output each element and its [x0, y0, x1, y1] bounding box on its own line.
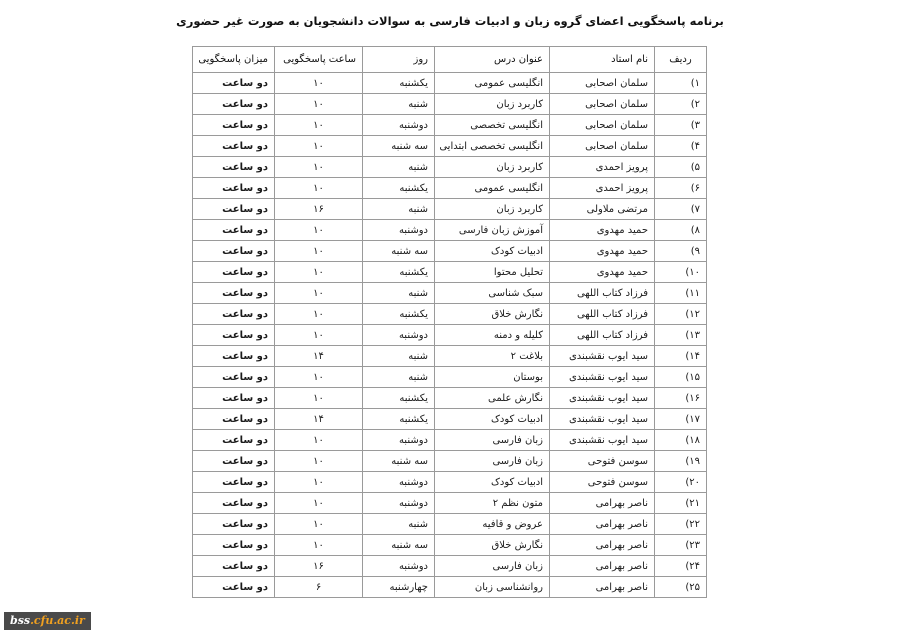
cell-saat: ۱۰ — [275, 73, 363, 94]
cell-radif: ۵) — [655, 157, 707, 178]
cell-rooz: شنبه — [363, 367, 435, 388]
cell-dars: ادبیات کودک — [435, 241, 550, 262]
cell-rooz: چهارشنبه — [363, 577, 435, 598]
cell-ostad: حمید مهدوی — [550, 241, 655, 262]
cell-ostad: حمید مهدوی — [550, 220, 655, 241]
table-row — [193, 199, 707, 220]
cell-dars: نگارش خلاق — [435, 535, 550, 556]
cell-rooz: شنبه — [363, 199, 435, 220]
cell-saat: ۱۰ — [275, 136, 363, 157]
table-row — [193, 241, 707, 262]
cell-saat: ۱۰ — [275, 220, 363, 241]
cell-radif: ۱۱) — [655, 283, 707, 304]
cell-saat: ۱۰ — [275, 514, 363, 535]
cell-ostad: سید ایوب نقشبندی — [550, 409, 655, 430]
cell-rooz: دوشنبه — [363, 115, 435, 136]
cell-radif: ۹) — [655, 241, 707, 262]
cell-ostad: ناصر بهرامی — [550, 514, 655, 535]
cell-radif: ۱۳) — [655, 325, 707, 346]
watermark-suffix: .cfu.ac.ir — [30, 614, 85, 627]
cell-ostad: سید ایوب نقشبندی — [550, 346, 655, 367]
cell-saat: ۶ — [275, 577, 363, 598]
cell-mizan: دو ساعت — [193, 514, 275, 535]
cell-rooz: سه شنبه — [363, 136, 435, 157]
cell-rooz: دوشنبه — [363, 493, 435, 514]
watermark-prefix: bss — [10, 614, 31, 627]
cell-dars: ادبیات کودک — [435, 472, 550, 493]
cell-saat: ۱۰ — [275, 535, 363, 556]
table-header — [193, 47, 707, 73]
cell-saat: ۱۰ — [275, 304, 363, 325]
cell-ostad: ناصر بهرامی — [550, 577, 655, 598]
cell-dars: انگلیسی عمومی — [435, 178, 550, 199]
cell-mizan: دو ساعت — [193, 241, 275, 262]
cell-rooz: یکشنبه — [363, 388, 435, 409]
cell-radif: ۱۹) — [655, 451, 707, 472]
cell-rooz: سه شنبه — [363, 451, 435, 472]
cell-radif: ۲۰) — [655, 472, 707, 493]
cell-dars: عروض و قافیه — [435, 514, 550, 535]
cell-rooz: شنبه — [363, 157, 435, 178]
table-row — [193, 157, 707, 178]
cell-mizan: دو ساعت — [193, 556, 275, 577]
table-row — [193, 115, 707, 136]
cell-ostad: سید ایوب نقشبندی — [550, 367, 655, 388]
cell-rooz: دوشنبه — [363, 220, 435, 241]
table-row — [193, 577, 707, 598]
cell-mizan: دو ساعت — [193, 367, 275, 388]
cell-radif: ۲۴) — [655, 556, 707, 577]
cell-saat: ۱۰ — [275, 388, 363, 409]
table-row — [193, 325, 707, 346]
cell-radif: ۲) — [655, 94, 707, 115]
cell-radif: ۶) — [655, 178, 707, 199]
cell-ostad: ناصر بهرامی — [550, 535, 655, 556]
cell-radif: ۱۷) — [655, 409, 707, 430]
cell-radif: ۲۵) — [655, 577, 707, 598]
cell-dars: انگلیسی عمومی — [435, 73, 550, 94]
cell-saat: ۱۰ — [275, 262, 363, 283]
cell-ostad: فرزاد کتاب اللهی — [550, 304, 655, 325]
cell-dars: روانشناسی زبان — [435, 577, 550, 598]
table-row — [193, 493, 707, 514]
column-header-day: روز — [363, 47, 435, 73]
table-row — [193, 367, 707, 388]
cell-dars: کلیله و دمنه — [435, 325, 550, 346]
cell-mizan: دو ساعت — [193, 535, 275, 556]
cell-dars: انگلیسی تخصصی ابتدایی — [435, 136, 550, 157]
cell-rooz: یکشنبه — [363, 178, 435, 199]
table-row — [193, 514, 707, 535]
table-row — [193, 178, 707, 199]
cell-rooz: شنبه — [363, 346, 435, 367]
cell-rooz: دوشنبه — [363, 325, 435, 346]
cell-saat: ۱۰ — [275, 430, 363, 451]
schedule-table — [192, 46, 707, 598]
cell-saat: ۱۰ — [275, 157, 363, 178]
cell-saat: ۱۰ — [275, 283, 363, 304]
cell-radif: ۷) — [655, 199, 707, 220]
cell-dars: نگارش علمی — [435, 388, 550, 409]
cell-saat: ۱۰ — [275, 241, 363, 262]
cell-saat: ۱۰ — [275, 325, 363, 346]
cell-dars: کاربرد زبان — [435, 199, 550, 220]
column-header-response-hour: ساعت پاسخگویی — [275, 47, 363, 73]
cell-radif: ۱۴) — [655, 346, 707, 367]
cell-saat: ۱۴ — [275, 346, 363, 367]
cell-radif: ۸) — [655, 220, 707, 241]
cell-dars: سبک شناسی — [435, 283, 550, 304]
cell-mizan: دو ساعت — [193, 325, 275, 346]
cell-mizan: دو ساعت — [193, 430, 275, 451]
cell-ostad: سلمان اصحابی — [550, 73, 655, 94]
cell-mizan: دو ساعت — [193, 262, 275, 283]
table-header-row — [193, 47, 707, 73]
cell-radif: ۱۲) — [655, 304, 707, 325]
cell-dars: کاربرد زبان — [435, 94, 550, 115]
cell-mizan: دو ساعت — [193, 220, 275, 241]
cell-radif: ۱۵) — [655, 367, 707, 388]
cell-ostad: سلمان اصحابی — [550, 136, 655, 157]
cell-mizan: دو ساعت — [193, 493, 275, 514]
cell-ostad: سلمان اصحابی — [550, 115, 655, 136]
cell-dars: زبان فارسی — [435, 451, 550, 472]
cell-dars: ادبیات کودک — [435, 409, 550, 430]
cell-rooz: سه شنبه — [363, 535, 435, 556]
cell-mizan: دو ساعت — [193, 283, 275, 304]
column-header-professor-name: نام استاد — [550, 47, 655, 73]
cell-saat: ۱۰ — [275, 115, 363, 136]
cell-rooz: شنبه — [363, 94, 435, 115]
cell-mizan: دو ساعت — [193, 451, 275, 472]
table-row — [193, 535, 707, 556]
cell-mizan: دو ساعت — [193, 115, 275, 136]
cell-radif: ۱۸) — [655, 430, 707, 451]
cell-rooz: یکشنبه — [363, 73, 435, 94]
cell-rooz: شنبه — [363, 514, 435, 535]
cell-rooz: یکشنبه — [363, 409, 435, 430]
table-row — [193, 388, 707, 409]
table-row — [193, 556, 707, 577]
cell-mizan: دو ساعت — [193, 304, 275, 325]
cell-dars: بلاغت ۲ — [435, 346, 550, 367]
cell-saat: ۱۰ — [275, 178, 363, 199]
page-title: برنامه پاسخگویی اعضای گروه زبان و ادبیات فارسی به سوالات دانشجویان به صورت غیر حضوری — [176, 14, 724, 28]
cell-saat: ۱۰ — [275, 94, 363, 115]
cell-mizan: دو ساعت — [193, 409, 275, 430]
cell-ostad: پرویز احمدی — [550, 157, 655, 178]
cell-saat: ۱۰ — [275, 472, 363, 493]
cell-rooz: یکشنبه — [363, 304, 435, 325]
cell-radif: ۱۰) — [655, 262, 707, 283]
cell-dars: انگلیسی تخصصی — [435, 115, 550, 136]
column-header-radif: ردیف — [655, 47, 707, 73]
cell-saat: ۱۰ — [275, 493, 363, 514]
cell-ostad: پرویز احمدی — [550, 178, 655, 199]
cell-rooz: دوشنبه — [363, 472, 435, 493]
table-row — [193, 409, 707, 430]
cell-ostad: حمید مهدوی — [550, 262, 655, 283]
cell-saat: ۱۶ — [275, 556, 363, 577]
column-header-response-amount: میزان پاسخگویی — [193, 47, 275, 73]
cell-mizan: دو ساعت — [193, 472, 275, 493]
table-row — [193, 136, 707, 157]
cell-radif: ۳) — [655, 115, 707, 136]
table-row — [193, 73, 707, 94]
table-row — [193, 451, 707, 472]
cell-ostad: فرزاد کتاب اللهی — [550, 325, 655, 346]
cell-mizan: دو ساعت — [193, 178, 275, 199]
cell-radif: ۲۲) — [655, 514, 707, 535]
cell-mizan: دو ساعت — [193, 577, 275, 598]
cell-radif: ۴) — [655, 136, 707, 157]
cell-rooz: یکشنبه — [363, 262, 435, 283]
cell-ostad: سوسن فتوحی — [550, 472, 655, 493]
cell-ostad: مرتضی ملاولی — [550, 199, 655, 220]
cell-dars: زبان فارسی — [435, 556, 550, 577]
table-row — [193, 304, 707, 325]
cell-ostad: ناصر بهرامی — [550, 493, 655, 514]
cell-radif: ۲۱) — [655, 493, 707, 514]
cell-saat: ۱۰ — [275, 367, 363, 388]
cell-mizan: دو ساعت — [193, 73, 275, 94]
cell-dars: آموزش زبان فارسی — [435, 220, 550, 241]
cell-rooz: دوشنبه — [363, 430, 435, 451]
cell-ostad: سید ایوب نقشبندی — [550, 430, 655, 451]
site-watermark — [4, 612, 91, 630]
cell-mizan: دو ساعت — [193, 388, 275, 409]
cell-dars: کاربرد زبان — [435, 157, 550, 178]
table-row — [193, 94, 707, 115]
cell-ostad: سید ایوب نقشبندی — [550, 388, 655, 409]
cell-rooz: دوشنبه — [363, 556, 435, 577]
cell-rooz: سه شنبه — [363, 241, 435, 262]
column-header-course-title: عنوان درس — [435, 47, 550, 73]
schedule-table-container — [193, 46, 707, 598]
cell-mizan: دو ساعت — [193, 157, 275, 178]
cell-dars: نگارش خلاق — [435, 304, 550, 325]
cell-mizan: دو ساعت — [193, 136, 275, 157]
cell-dars: زبان فارسی — [435, 430, 550, 451]
table-row — [193, 346, 707, 367]
cell-radif: ۱۶) — [655, 388, 707, 409]
cell-ostad: فرزاد کتاب اللهی — [550, 283, 655, 304]
cell-dars: تحلیل محتوا — [435, 262, 550, 283]
cell-mizan: دو ساعت — [193, 94, 275, 115]
table-body — [193, 73, 707, 598]
table-row — [193, 262, 707, 283]
cell-mizan: دو ساعت — [193, 346, 275, 367]
cell-mizan: دو ساعت — [193, 199, 275, 220]
table-row — [193, 430, 707, 451]
cell-saat: ۱۰ — [275, 451, 363, 472]
cell-radif: ۱) — [655, 73, 707, 94]
cell-saat: ۱۶ — [275, 199, 363, 220]
table-row — [193, 472, 707, 493]
cell-rooz: شنبه — [363, 283, 435, 304]
cell-dars: بوستان — [435, 367, 550, 388]
cell-ostad: سوسن فتوحی — [550, 451, 655, 472]
cell-ostad: سلمان اصحابی — [550, 94, 655, 115]
cell-radif: ۲۳) — [655, 535, 707, 556]
cell-ostad: ناصر بهرامی — [550, 556, 655, 577]
table-row — [193, 283, 707, 304]
table-row — [193, 220, 707, 241]
cell-dars: متون نظم ۲ — [435, 493, 550, 514]
cell-saat: ۱۴ — [275, 409, 363, 430]
